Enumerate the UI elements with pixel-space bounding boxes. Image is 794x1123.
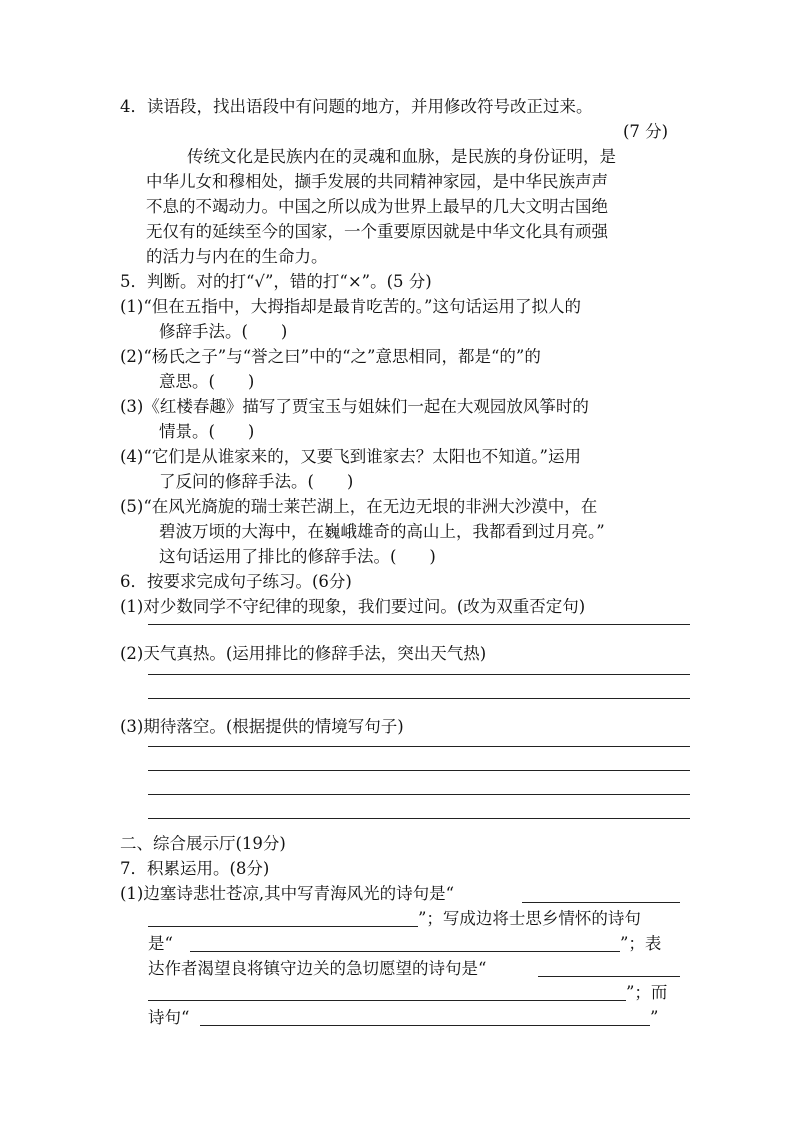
q5-item-line: 了反问的修辞手法。( )	[159, 472, 354, 491]
answer-line[interactable]	[148, 698, 690, 699]
q4-passage-line: 传统文化是民族内在的灵魂和血脉，是民族的身份证明，是	[187, 147, 616, 166]
q5-item-line: 修辞手法。( )	[159, 322, 288, 341]
answer-line[interactable]	[148, 770, 690, 771]
q4-passage-line: 中华儿女和穆相处，撷手发展的共同精神家园，是中华民族声声	[146, 172, 608, 191]
q5-item-line: (3)《红楼春趣》描写了贾宝玉与姐妹们一起在大观园放风筝时的	[120, 397, 589, 416]
answer-line[interactable]	[148, 674, 690, 675]
q5-item-line: 意思。( )	[159, 372, 255, 391]
answer-line[interactable]	[148, 1000, 626, 1001]
answer-line[interactable]	[148, 926, 418, 927]
answer-line[interactable]	[200, 1025, 650, 1026]
q7-item1-line: ”	[650, 1008, 659, 1027]
q7-item1-line: 达作者渴望良将镇守边关的急切愿望的诗句是“	[148, 959, 487, 978]
q7-item1-line: ”；写成边将士思乡情怀的诗句	[418, 909, 641, 928]
q5-item-line: (2)“杨氏之子”与“誉之曰”中的“之”意思相同，都是“的”的	[120, 347, 541, 366]
q5-item-line: 这句话运用了排比的修辞手法。( )	[159, 547, 436, 566]
q7-item1-line: 是“	[148, 934, 173, 953]
q5-item-line: 碧波万顷的大海中，在巍峨雄奇的高山上，我都看到过月亮。”	[159, 522, 605, 541]
q7-title: 7．积累运用。(8分)	[120, 859, 270, 878]
answer-line[interactable]	[538, 976, 680, 977]
answer-line[interactable]	[148, 746, 690, 747]
q6-title: 6．按要求完成句子练习。(6分)	[120, 572, 352, 591]
q4-passage-line: 不息的不竭动力。中国之所以成为世界上最早的几大文明古国绝	[146, 197, 608, 216]
answer-line[interactable]	[190, 951, 620, 952]
section-title: 二、综合展示厅(19分)	[120, 834, 286, 853]
q5-item-line: (5)“在风光旖旎的瑞士莱芒湖上，在无边无垠的非洲大沙漠中，在	[120, 497, 598, 516]
q4-passage-line: 的活力与内在的生命力。	[146, 247, 328, 266]
q7-item1-line: 诗句“	[148, 1008, 190, 1027]
q7-item1-line: ”；表	[620, 934, 662, 953]
q6-item-1: (1)对少数同学不守纪律的现象，我们要过问。(改为双重否定句)	[120, 597, 586, 616]
answer-line[interactable]	[148, 818, 690, 819]
q4-passage-line: 无仅有的延续至今的国家，一个重要原因就是中华文化具有顽强	[146, 222, 608, 241]
answer-line[interactable]	[148, 624, 690, 625]
q7-item1-line: ”；而	[626, 983, 668, 1002]
q4-score: (7 分)	[623, 122, 669, 141]
q6-item-3: (3)期待落空。(根据提供的情境写句子)	[120, 717, 404, 736]
q5-title: 5．判断。对的打“√”，错的打“×”。(5 分)	[120, 272, 432, 291]
answer-line[interactable]	[522, 902, 680, 903]
q5-item-line: (1)“但在五指中，大拇指却是最肯吃苦的。”这句话运用了拟人的	[120, 297, 581, 316]
q5-item-line: 情景。( )	[159, 422, 255, 441]
q7-item1-line: (1)边塞诗悲壮苍凉,其中写青海风光的诗句是“	[120, 884, 455, 903]
q6-item-2: (2)天气真热。(运用排比的修辞手法，突出天气热)	[120, 644, 487, 663]
q5-item-line: (4)“它们是从谁家来的，又要飞到谁家去？太阳也不知道。”运用	[120, 447, 581, 466]
answer-line[interactable]	[148, 794, 690, 795]
q4-title: 4．读语段，找出语段中有问题的地方，并用修改符号改正过来。	[120, 97, 593, 116]
